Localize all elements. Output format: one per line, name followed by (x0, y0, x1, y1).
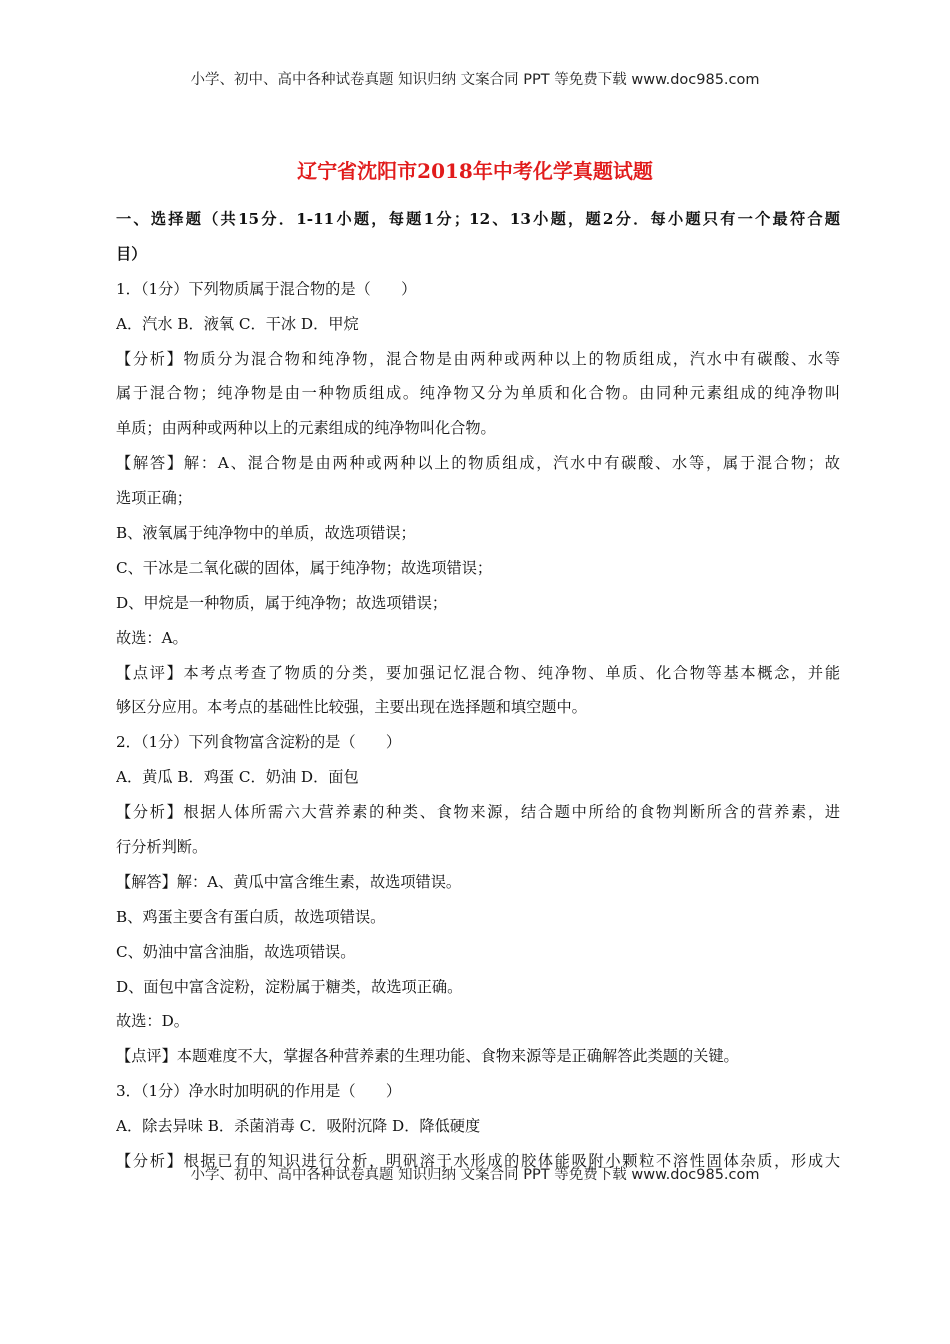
paragraph-line: B、鸡蛋主要含有蛋白质，故选项错误。 (116, 907, 386, 926)
question-1-options: A．汽水 B．液氧 C．干冰 D．甲烷 (116, 314, 359, 333)
paragraph-line: B、液氧属于纯净物中的单质，故选项错误； (116, 524, 416, 543)
paragraph-line: 【点评】本考点考查了物质的分类，要加强记忆混合物、纯净物、单质、化合物等基本概念，并能 (116, 663, 840, 682)
paragraph-line: C、干冰是二氧化碳的固体，属于纯净物；故选项错误； (116, 558, 493, 577)
paragraph-line: D、甲烷是一种物质，属于纯净物；故选项错误； (116, 593, 448, 612)
answer-line: 故选：A。 (116, 628, 188, 647)
paragraph-line: 属于混合物；纯净物是由一种物质组成。纯净物又分为单质和化合物。由同种元素组成的纯净物叫 (116, 384, 840, 403)
question-3: 3．（1分）净水时加明矾的作用是（ ） (116, 1082, 402, 1101)
paragraph-line: 单质；由两种或两种以上的元素组成的纯净物叫化合物。 (116, 419, 496, 438)
page-header: 小学、初中、高中各种试卷真题 知识归纳 文案合同 PPT 等免费下载 www.doc985.com (190, 72, 760, 88)
document-body (116, 202, 840, 1179)
paragraph-line: 【分析】根据人体所需六大营养素的种类、食物来源，结合题中所给的食物判断所含的营养素，进 (116, 803, 840, 822)
question-2: 2．（1分）下列食物富含淀粉的是（ ） (116, 733, 402, 752)
section-heading-cont: 目） (116, 244, 147, 263)
answer-line: 故选：D。 (116, 1012, 189, 1031)
paragraph-line: 选项正确； (116, 489, 192, 508)
paragraph-line: 【解答】解：A、黄瓜中富含维生素，故选项错误。 (116, 872, 462, 891)
paragraph-line: 行分析判断。 (116, 838, 208, 857)
paragraph-line: 【分析】物质分为混合物和纯净物，混合物是由两种或两种以上的物质组成，汽水中有碳酸、水等 (116, 349, 840, 368)
paragraph-line: 【分析】根据已有的知识进行分析，明矾溶于水形成的胶体能吸附小颗粒不溶性固体杂质，形成大 (116, 1152, 840, 1171)
section-heading: 一、选择题（共15分．1-11小题，每题1分；12、13小题，题2分．每小题只有一个最符合题 (116, 210, 840, 228)
paragraph-line: 够区分应用。本考点的基础性比较强，主要出现在选择题和填空题中。 (116, 698, 587, 717)
question-2-options: A．黄瓜 B．鸡蛋 C．奶油 D．面包 (116, 768, 359, 787)
paragraph-line: C、奶油中富含油脂，故选项错误。 (116, 942, 356, 961)
document-title: 辽宁省沈阳市2018年中考化学真题试题 (297, 159, 653, 183)
question-1: 1．（1分）下列物质属于混合物的是（ ） (116, 279, 417, 298)
paragraph-line: 【解答】解：A、混合物是由两种或两种以上的物质组成，汽水中有碳酸、水等，属于混合物；故 (116, 454, 840, 473)
page-footer: 小学、初中、高中各种试卷真题 知识归纳 文案合同 PPT 等免费下载 www.doc985.com (190, 1167, 760, 1183)
paragraph-line: D、面包中富含淀粉，淀粉属于糖类，故选项正确。 (116, 977, 463, 996)
paragraph-line: 【点评】本题难度不大，掌握各种营养素的生理功能、食物来源等是正确解答此类题的关键。 (116, 1047, 739, 1066)
question-3-options: A．除去异味 B．杀菌消毒 C．吸附沉降 D．降低硬度 (116, 1117, 481, 1136)
